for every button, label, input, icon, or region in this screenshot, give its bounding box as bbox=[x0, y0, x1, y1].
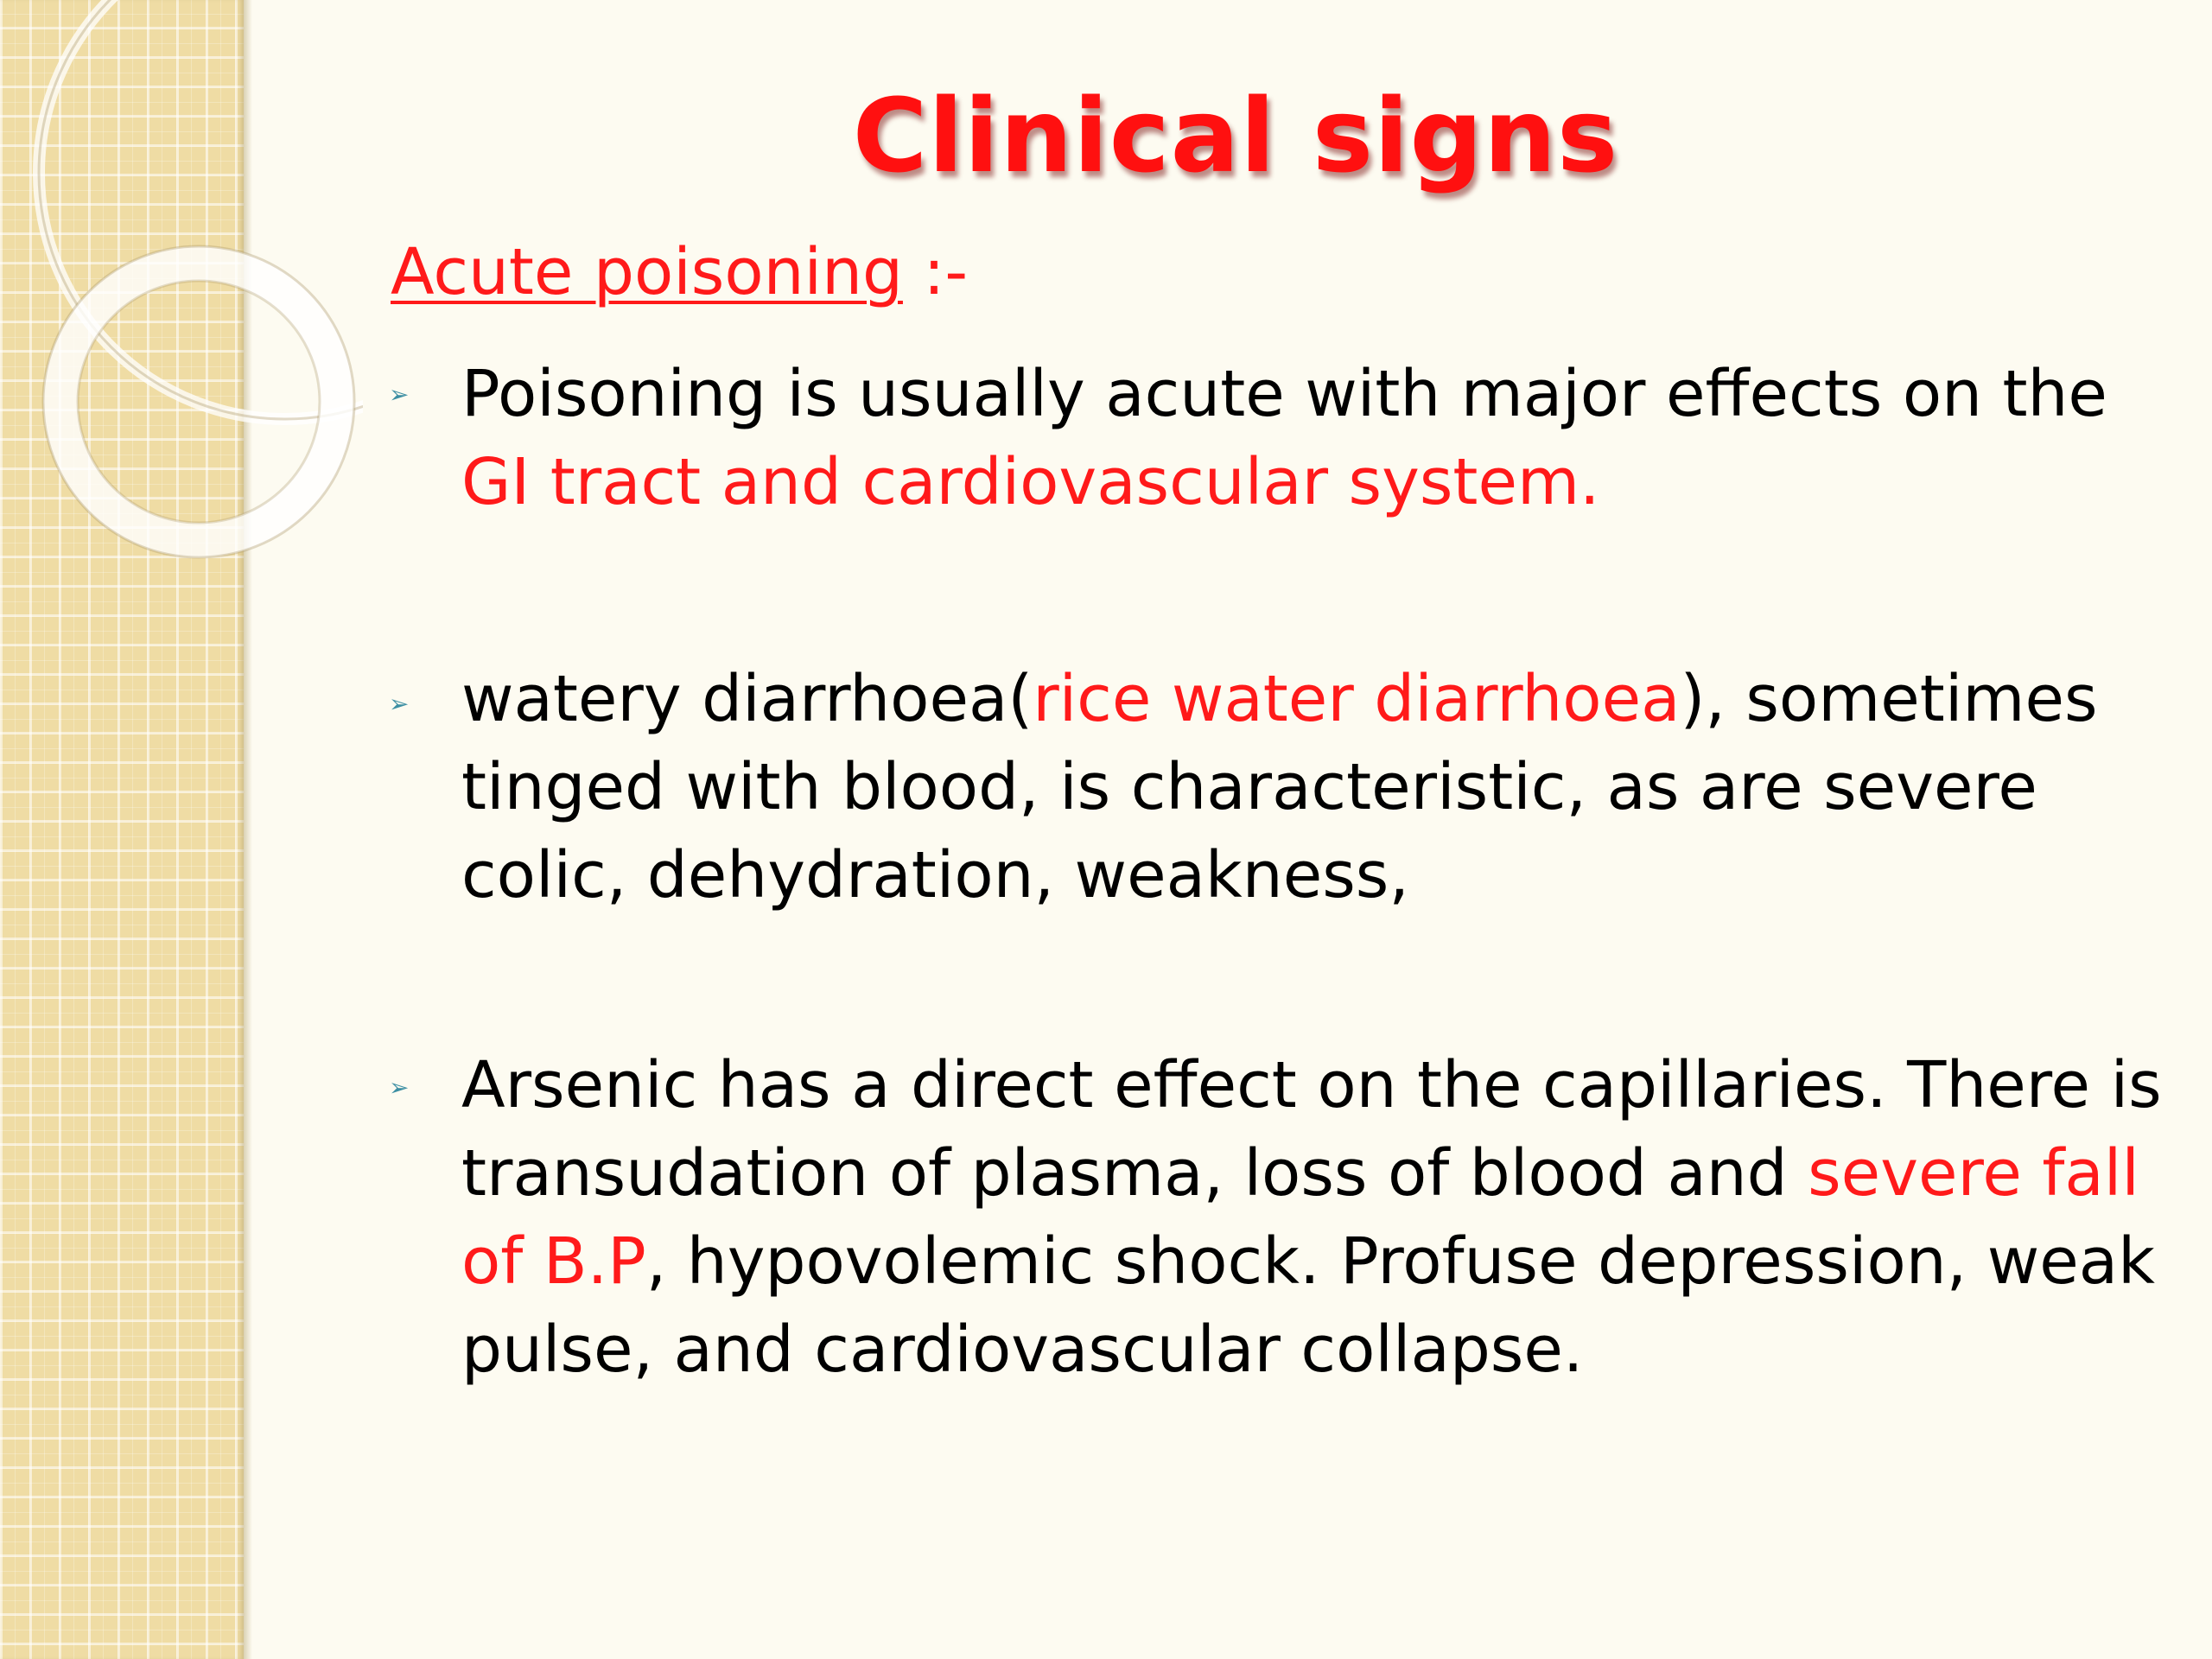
decorative-rings bbox=[0, 0, 363, 605]
section-heading-label: Acute poisoning bbox=[391, 235, 903, 309]
bullet-emphasis: severe fall of B.P bbox=[461, 1136, 2139, 1299]
bullet-text-diarrhoea bbox=[461, 655, 2172, 919]
bullet-text-part: Arsenic has a direct effect on the capillaries. There is transudation of plasma, loss of blood and bbox=[461, 1048, 2162, 1211]
section-heading-suffix: :- bbox=[902, 235, 969, 309]
slide-title: Clinical signs bbox=[852, 76, 1619, 195]
bullet-text-part: , hypovolemic shock. Profuse depression, weak pulse, and cardiovascular collapse. bbox=[461, 1224, 2155, 1387]
bullet-arrow-icon: ➢ bbox=[389, 1073, 410, 1102]
bullet-text-part: Poisoning is usually acute with major effects on the bbox=[461, 357, 2107, 431]
bullet-arrow-icon: ➢ bbox=[389, 690, 410, 718]
bullet-arrow-icon: ➢ bbox=[389, 380, 410, 409]
bullet-emphasis: GI tract and cardiovascular system. bbox=[461, 445, 1600, 519]
bullet-emphasis: rice water diarrhoea bbox=[1033, 662, 1681, 736]
section-heading bbox=[391, 235, 968, 309]
bullet-text-gi-effects bbox=[461, 350, 2172, 526]
bullet-text-part: ), sometimes tinged with blood, is characteristic, as are severe colic, dehydration, weakness, bbox=[461, 662, 2098, 912]
bullet-text-arsenic-capillaries bbox=[461, 1041, 2172, 1394]
bullet-text-part: watery diarrhoea( bbox=[461, 662, 1033, 736]
